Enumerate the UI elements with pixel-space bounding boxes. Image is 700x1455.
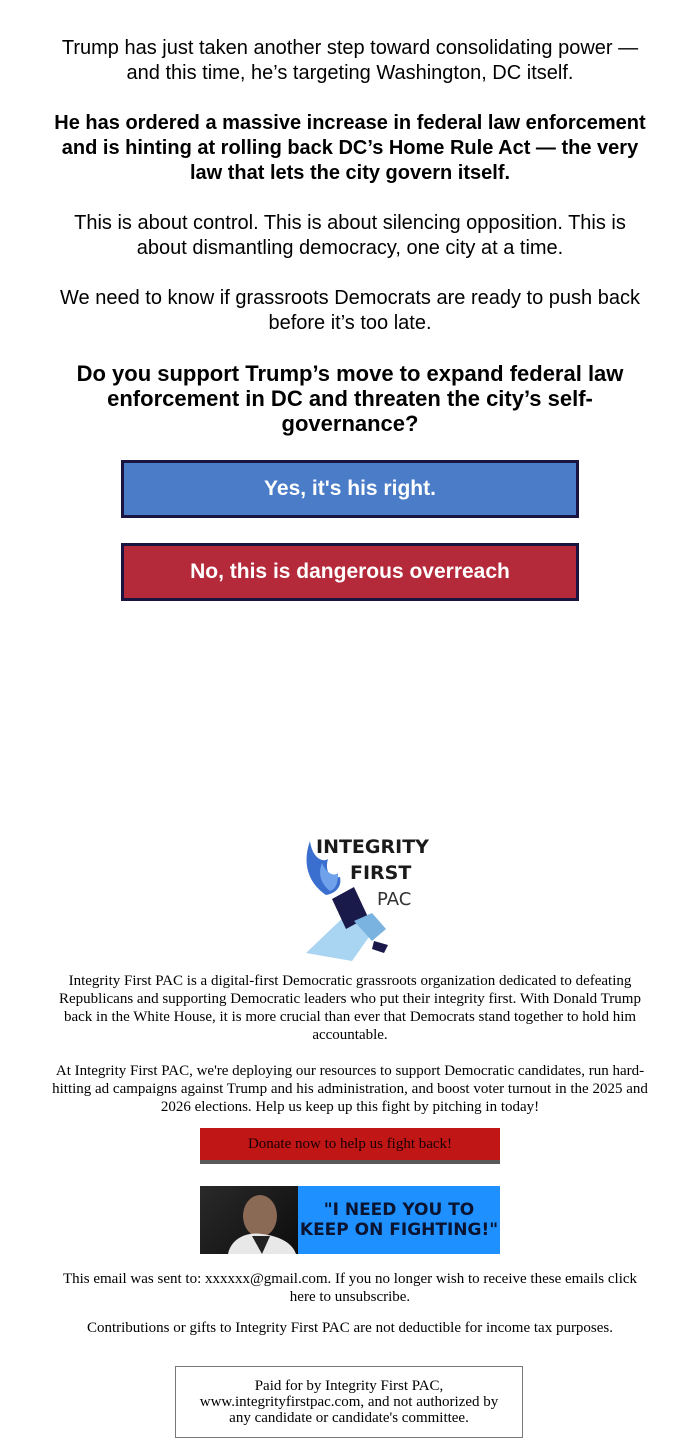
keep-fighting-banner[interactable] bbox=[200, 1186, 500, 1254]
speaker-photo bbox=[200, 1186, 298, 1254]
svg-text:FIRST: FIRST bbox=[350, 862, 412, 884]
tax-notice: Contributions or gifts to Integrity First PAC are not deductible for income tax purposes. bbox=[86, 1320, 614, 1336]
torch-icon bbox=[288, 833, 429, 961]
banner-text-panel bbox=[298, 1186, 500, 1254]
yes-button[interactable]: Yes, it's his right. bbox=[121, 460, 579, 518]
intro-paragraph-2: He has ordered a massive increase in federal law enforcement and is hinting at rolling back DC’s Home Rule Act — the very law that lets the city govern itself. bbox=[54, 112, 646, 184]
svg-text:INTEGRITY: INTEGRITY bbox=[316, 836, 429, 858]
banner-quote: "I NEED YOU TO KEEP ON FIGHTING!" bbox=[299, 1200, 499, 1240]
no-button[interactable]: No, this is dangerous overreach bbox=[121, 543, 579, 601]
intro-paragraph-1: Trump has just taken another step toward consolidating power — and this time, he’s targeting Washington, DC itself. bbox=[61, 37, 639, 84]
sent-to-notice: This email was sent to: xxxxxx@gmail.com. If you no longer wish to receive these emails click here to unsubscribe. bbox=[62, 1271, 638, 1305]
paid-for-disclaimer bbox=[175, 1366, 523, 1438]
intro-paragraph-4: We need to know if grassroots Democrats are ready to push back before it’s too late. bbox=[60, 287, 640, 334]
donate-button[interactable]: Donate now to help us fight back! bbox=[200, 1128, 500, 1164]
svg-text:PAC: PAC bbox=[377, 889, 412, 910]
about-paragraph-1: Integrity First PAC is a digital-first Democratic grassroots organization dedicated to defeating Republicans and supporting Democratic leaders who put their integrity first. With Donald Trump back in the White House, it is more crucial than ever that Democrats stand together to hold him accountable. bbox=[59, 973, 641, 1043]
integrity-first-pac-logo bbox=[288, 833, 429, 961]
intro-paragraph-3: This is about control. This is about silencing opposition. This is about dismantling democracy, one city at a time. bbox=[74, 212, 626, 259]
about-paragraph-2: At Integrity First PAC, we're deploying our resources to support Democratic candidates, run hard-hitting ad campaigns against Trump and his administration, and boost voter turnout in the 2025 and 2026 elections. Help us keep up this fight by pitching in today! bbox=[52, 1063, 648, 1115]
paid-for-text: Paid for by Integrity First PAC, www.integrityfirstpac.com, and not authorized by any candidate or candidate's committee. bbox=[199, 1378, 499, 1426]
poll-question: Do you support Trump’s move to expand federal law enforcement in DC and threaten the city’s self-governance? bbox=[76, 361, 624, 436]
